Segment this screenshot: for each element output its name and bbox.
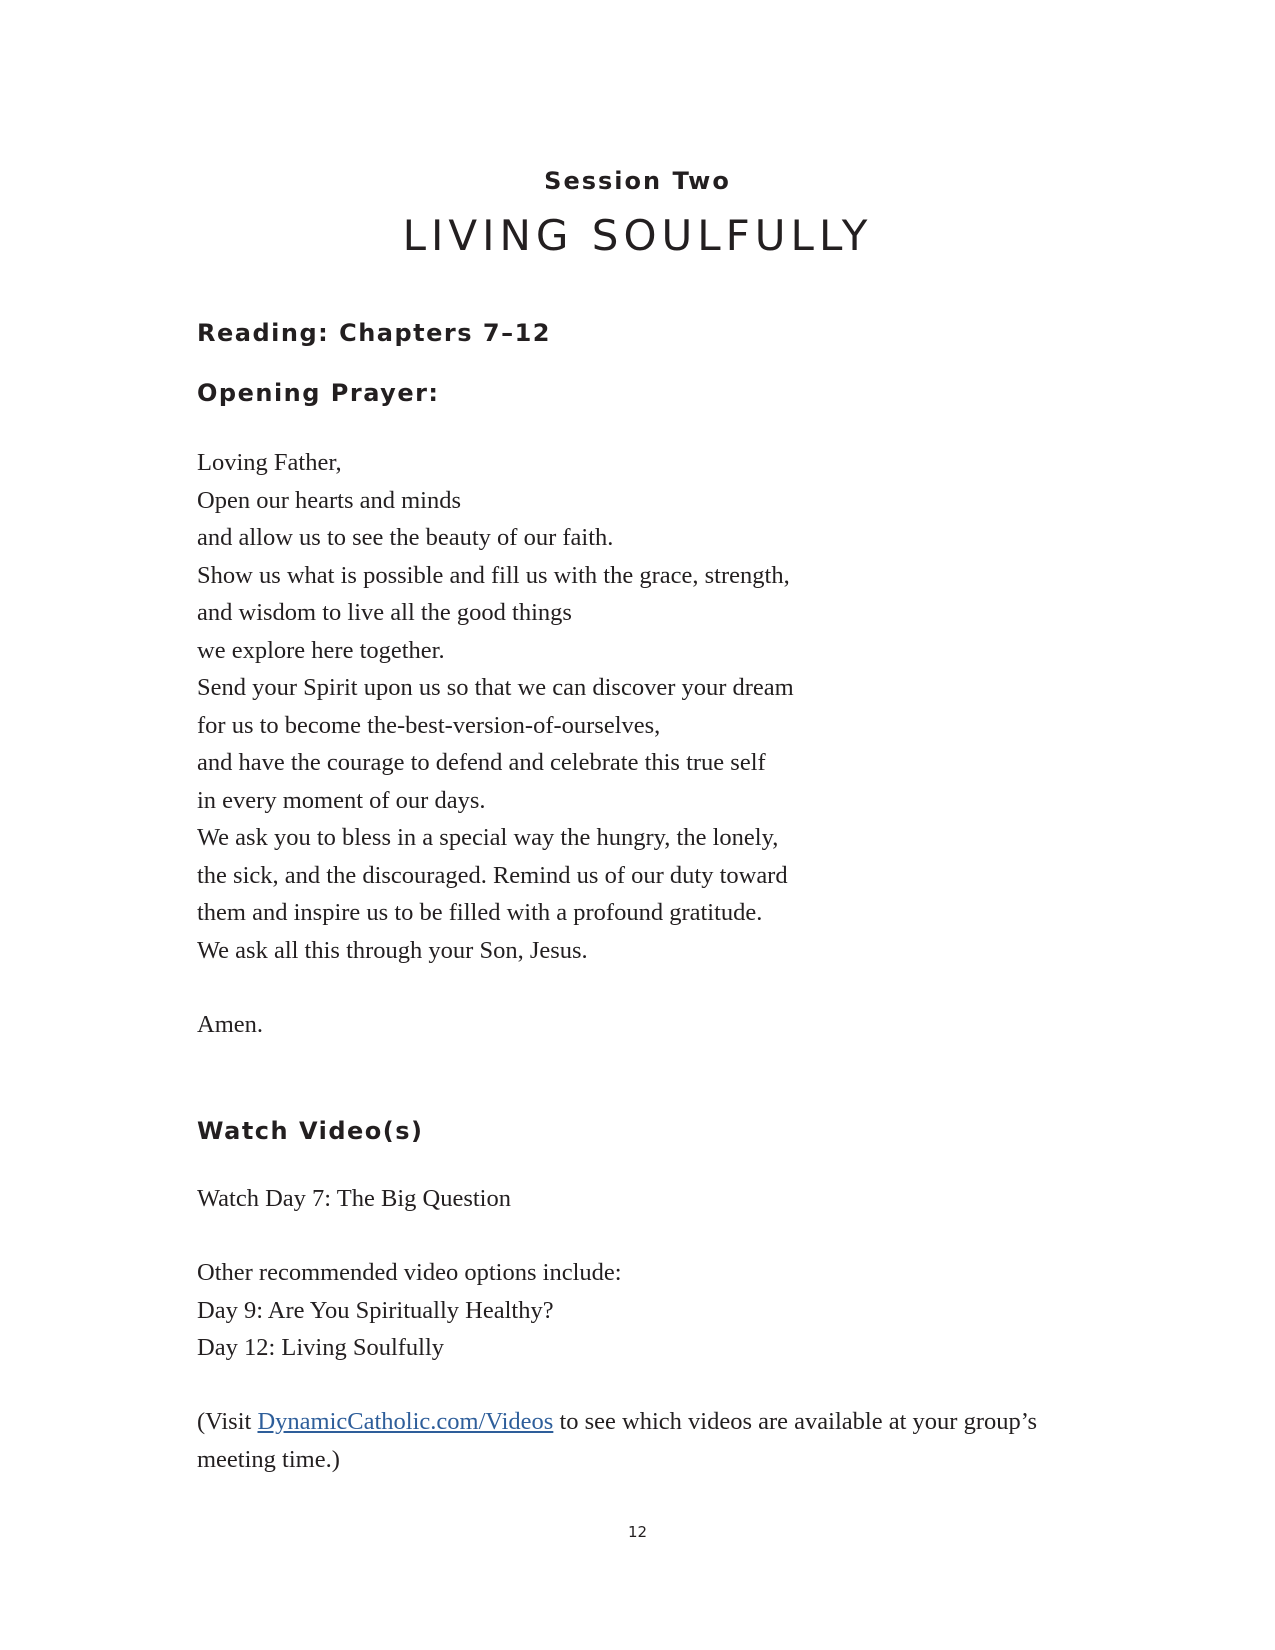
- opening-prayer-heading: Opening Prayer:: [197, 379, 440, 407]
- video-options-intro: Other recommended video options include:: [197, 1259, 622, 1286]
- prayer-line: and have the courage to defend and celebrate this true self: [197, 749, 766, 776]
- prayer-line: and allow us to see the beauty of our faith.: [197, 524, 614, 551]
- prayer-line: We ask you to bless in a special way the hungry, the lonely,: [197, 824, 779, 851]
- watch-videos-heading: Watch Video(s): [197, 1117, 424, 1145]
- prayer-closing: Amen.: [197, 1011, 263, 1038]
- prayer-line: Show us what is possible and fill us with the grace, strength,: [197, 561, 790, 589]
- video-option-item: Day 12: Living Soulfully: [197, 1334, 445, 1361]
- prayer-line: and wisdom to live all the good things: [197, 599, 572, 626]
- prayer-line: the sick, and the discouraged. Remind us of our duty toward: [197, 861, 788, 889]
- video-options: [197, 1254, 622, 1367]
- visit-prefix: (Visit: [197, 1408, 258, 1435]
- prayer-line: in every moment of our days.: [197, 786, 486, 814]
- prayer-line: them and inspire us to be filled with a profound gratitude.: [197, 899, 763, 926]
- visit-note: [197, 1403, 1077, 1478]
- video-option-item: Day 9: Are You Spiritually Healthy?: [197, 1296, 554, 1324]
- session-label: Session Two: [544, 167, 731, 195]
- prayer-line: We ask all this through your Son, Jesus.: [197, 936, 588, 964]
- visit-suffix: to see which videos are available at your group’s meeting time.): [197, 1408, 1038, 1473]
- page-number: 12: [627, 1523, 648, 1541]
- prayer-line: Loving Father,: [197, 449, 342, 476]
- prayer-line: Open our hearts and minds: [197, 486, 461, 514]
- page-title: LIVING SOULFULLY: [402, 211, 873, 260]
- videos-link[interactable]: DynamicCatholic.com/Videos: [257, 1408, 554, 1435]
- prayer-line: Send your Spirit upon us so that we can discover your dream: [197, 674, 794, 701]
- main-video-text: Watch Day 7: The Big Question: [197, 1185, 511, 1212]
- prayer-text: [197, 444, 897, 969]
- reading-heading: Reading: Chapters 7–12: [197, 319, 551, 347]
- prayer-line: for us to become the-best-version-of-ourselves,: [197, 711, 661, 739]
- prayer-line: we explore here together.: [197, 636, 445, 664]
